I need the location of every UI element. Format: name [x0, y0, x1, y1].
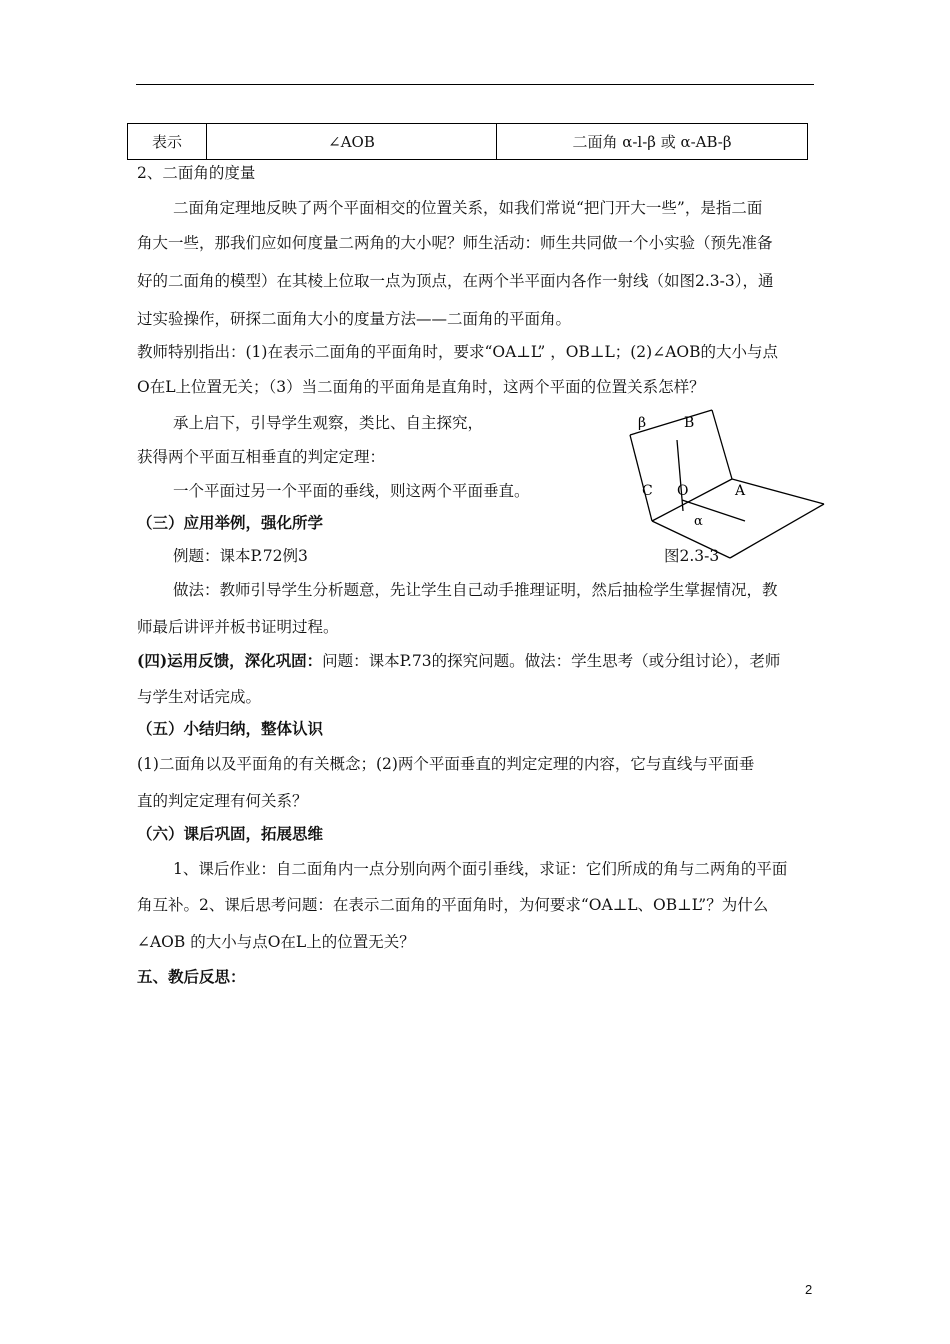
- table-cell-label: 表示: [128, 124, 207, 160]
- paragraph-line: 师最后讲评并板书证明过程。: [137, 618, 339, 636]
- plane-alpha-far-edge: [732, 479, 824, 504]
- label-alpha: α: [694, 514, 703, 529]
- section2-title: 2、二面角的度量: [137, 164, 256, 182]
- paragraph-line: 二面角定理地反映了两个平面相交的位置关系，如我们常说“把门开大一些”，是指二面: [173, 199, 763, 217]
- paragraph-line: 角互补。2、课后思考问题：在表示二面角的平面角时，为何要求“OA⊥L、OB⊥L”？为什么: [137, 896, 769, 914]
- page-number: 2: [805, 1282, 813, 1297]
- paragraph-line: 过实验操作，研探二面角大小的度量方法——二面角的平面角。: [137, 310, 572, 328]
- label-B: B: [684, 415, 695, 431]
- plane-alpha-right-edge: [730, 504, 824, 558]
- paragraph-line: 教师特别指出：(1)在表示二面角的平面角时，要求“OA⊥L” ，OB⊥L；(2)∠AOB的大小与点: [137, 343, 778, 361]
- paragraph-line: 角大一些，那我们应如何度量二两角的大小呢？师生活动：师生共同做一个小实验（预先准备: [137, 234, 773, 252]
- table-row: [128, 124, 808, 160]
- paragraph-line: 一个平面过另一个平面的垂线，则这两个平面垂直。: [173, 482, 530, 500]
- label-O: O: [677, 483, 689, 499]
- reflection-title: 五、教后反思：: [137, 967, 246, 986]
- plane-beta-left-edge: [630, 435, 652, 521]
- edge-line-l: [652, 479, 732, 521]
- label-A: A: [735, 483, 746, 499]
- ray-oa: [682, 500, 745, 521]
- section6-title: （六）课后巩固，拓展思维: [137, 824, 324, 843]
- paragraph-line: 承上启下，引导学生观察，类比、自主探究，: [173, 414, 484, 432]
- table-cell-dihedral: 二面角 α-l-β 或 α-AB-β: [497, 124, 808, 160]
- example-line: 例题：课本P.72例3: [173, 547, 308, 565]
- label-C: C: [642, 483, 653, 499]
- section4-line: [137, 651, 780, 671]
- paragraph-line: 做法：教师引导学生分析题意，先让学生自己动手推理证明，然后抽检学生掌握情况，教: [173, 581, 778, 599]
- representation-table: [127, 123, 808, 160]
- paragraph-line: 好的二面角的模型）在其棱上位取一点为顶点，在两个半平面内各作一射线（如图2.3-3），通: [137, 272, 774, 290]
- paragraph-line: (1)二面角以及平面角的有关概念；(2)两个平面垂直的判定定理的内容，它与直线与平面垂: [137, 755, 755, 773]
- paragraph-line: O在L上位置无关；（3）当二面角的平面角是直角时，这两个平面的位置关系怎样？: [137, 378, 705, 396]
- dihedral-angle-figure: [620, 410, 830, 565]
- table-cell-angle: ∠AOB: [207, 124, 497, 160]
- paragraph-line: 获得两个平面互相垂直的判定定理：: [137, 448, 386, 466]
- section5-title: （五）小结归纳，整体认识: [137, 719, 324, 738]
- paragraph-line: ∠AOB 的大小与点O在L上的位置无关？: [137, 933, 415, 951]
- paragraph-line: 与学生对话完成。: [137, 688, 262, 706]
- paragraph-line: 1、课后作业：自二面角内一点分别向两个面引垂线，求证：它们所成的角与二两角的平面: [173, 860, 788, 878]
- section4-text: 问题：课本P.73的探究问题。做法：学生思考（或分组讨论），老师: [322, 652, 781, 670]
- header-rule: [136, 84, 814, 85]
- section3-title: （三）应用举例，强化所学: [137, 513, 324, 532]
- figure-caption: 图2.3-3: [664, 547, 720, 565]
- label-beta: β: [638, 415, 647, 431]
- section4-title: (四)运用反馈，深化巩固：: [137, 651, 323, 670]
- paragraph-line: 直的判定定理有何关系？: [137, 792, 308, 810]
- plane-beta-right-edge: [712, 410, 732, 479]
